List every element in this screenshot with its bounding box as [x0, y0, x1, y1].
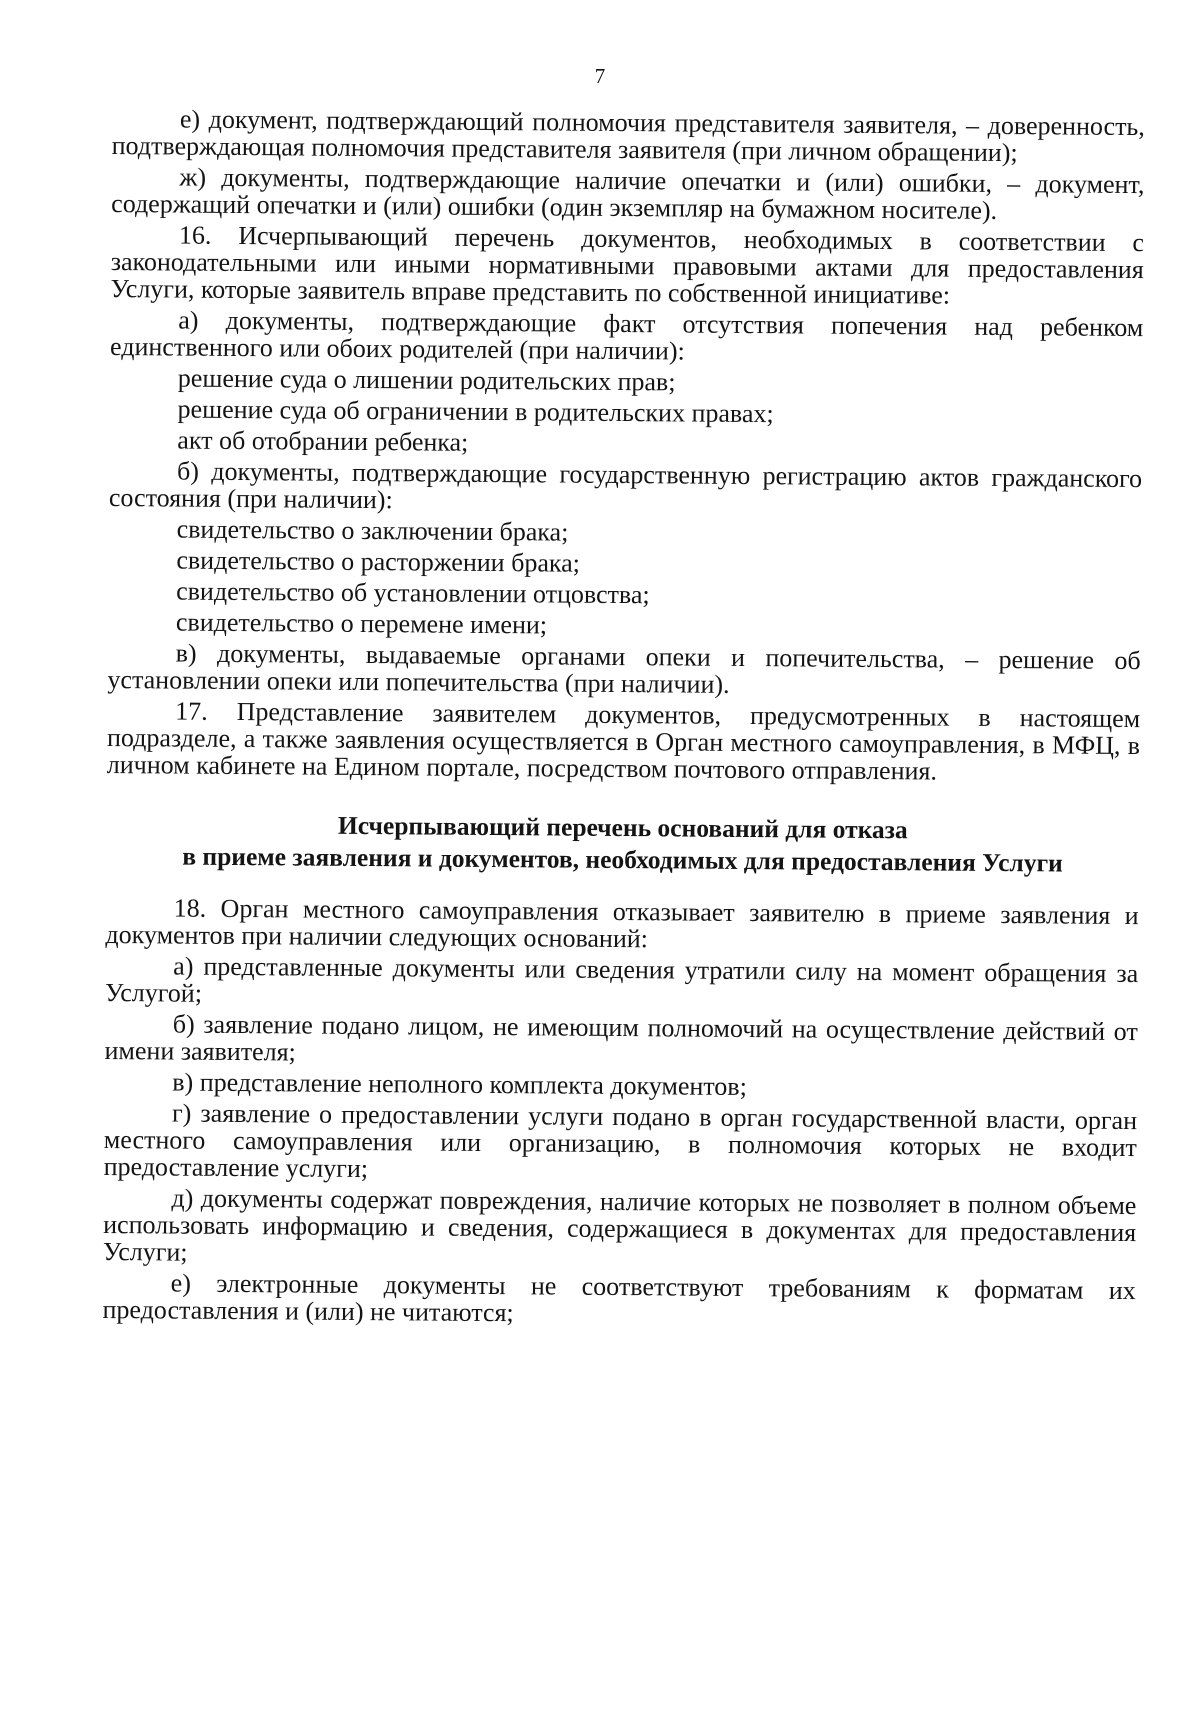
paragraph: в) представление неполного комплекта документов;: [172, 1067, 748, 1102]
list-item: свидетельство о расторжении брака;: [176, 545, 581, 578]
list-item: акт об отобрании ребенка;: [177, 425, 469, 457]
page-number: 7: [594, 64, 606, 88]
paragraph: д) документы содержат повреждения, наличие которых не позволяет в полном объеме использовать информацию и сведения, содержащиеся в документах для предоставления Услуги;: [102, 1183, 1137, 1267]
paragraph: в) документы, выдаваемые органами опеки и попечительства, – решение об установлении опеки или попечительства (при наличии).: [107, 638, 1141, 699]
section-heading-line-1: Исчерпывающий перечень оснований для отказа: [337, 810, 908, 845]
paragraph: б) документы, подтверждающие государственную регистрацию актов гражданского состояния (при наличии):: [108, 456, 1143, 515]
paragraph: 18. Орган местного самоуправления отказывает заявителю в приеме заявления и документов при наличии следующих оснований:: [105, 893, 1139, 954]
paragraph: ж) документы, подтверждающие наличие опечатки и (или) ошибки, – документ, содержащий опечатки и (или) ошибки (один экземпляр на бумажном носителе).: [111, 162, 1145, 225]
bottom-section: [102, 894, 1138, 1331]
paragraph: а) документы, подтверждающие факт отсутствия попечения над ребенком единственного или обоих родителей (при наличии):: [109, 305, 1144, 366]
paragraph: 16. Исчерпывающий перечень документов, необходимых в соответствии с законодательными или иными нормативными правовыми актами для предоставления Услуги, которые заявитель вправе представить по собственной инициативе:: [110, 220, 1145, 310]
section-heading-line-2: в приеме заявления и документов, необходимых для предоставления Услуги: [182, 841, 1063, 878]
document-body: [102, 105, 1145, 1331]
paragraph: е) документ, подтверждающий полномочия представителя заявителя, – доверенность, подтверждающая полномочия представителя заявителя (при личном обращении);: [111, 104, 1145, 168]
list-item: свидетельство о заключении брака;: [176, 514, 569, 547]
list-item: свидетельство об установлении отцовства;: [176, 576, 650, 610]
list-item: решение суда о лишении родительских прав;: [177, 363, 676, 397]
paragraph: е) электронные документы не соответствуют требованиям к форматам их предоставления и (или) не читаются;: [102, 1268, 1136, 1328]
paragraph: б) заявление подано лицом, не имеющим полномочий на осуществление действий от имени заявителя;: [104, 1009, 1138, 1067]
paragraph: а) представленные документы или сведения утратили силу на момент обращения за Услугой;: [104, 951, 1139, 1008]
section-heading: [106, 808, 1139, 880]
top-section: [107, 105, 1145, 786]
paragraph: г) заявление о предоставлении услуги подано в орган государственной власти, орган местного самоуправления или организацию, в полномочия которых не входит предоставление услуги;: [103, 1098, 1138, 1184]
paragraph: 17. Представление заявителем документов, предусмотренных в настоящем подразделе, а также заявления осуществляется в Орган местного самоуправления, в МФЦ, в личном кабинете на Едином портале, посредством почтового отправления.: [106, 696, 1141, 786]
list-item: решение суда об ограничении в родительских правах;: [177, 394, 774, 429]
list-item: свидетельство о перемене имени;: [175, 607, 548, 640]
